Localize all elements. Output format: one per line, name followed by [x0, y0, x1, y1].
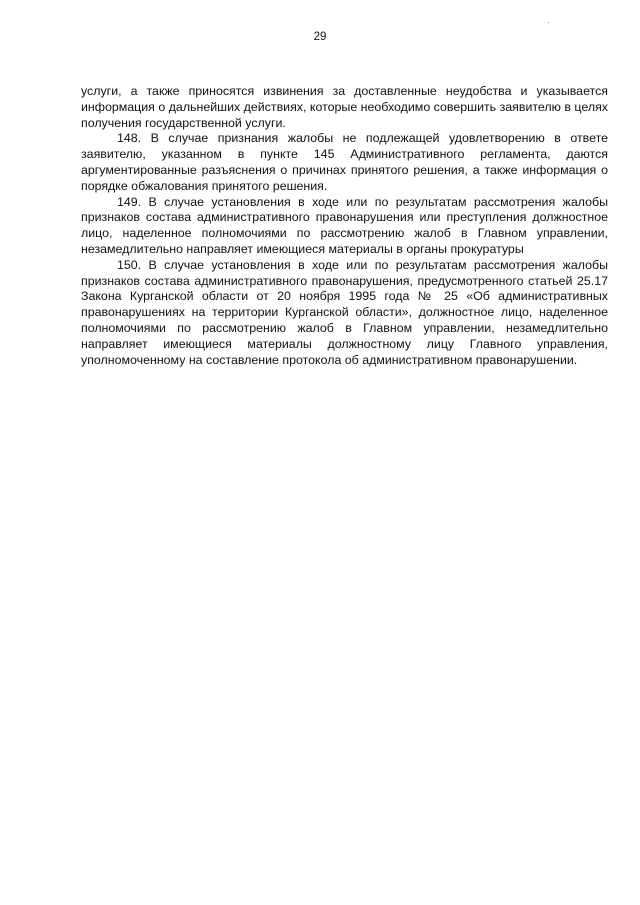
- page-number: 29: [313, 31, 327, 43]
- scan-speck: [548, 22, 549, 23]
- paragraph-continuation: услуги, а также приносятся извинения за доставленные неудобства и указывается информация о дальнейших действиях, которые необходимо совершить заявителю в целях получения государственной услуги.: [81, 84, 608, 130]
- paragraph-148: 148. В случае признания жалобы не подлежащей удовлетворению в ответе заявителю, указанном в пункте 145 Административного регламента, даются аргументированные разъяснения о причинах принятого решения, а также информация о порядке обжалования принятого решения.: [81, 131, 608, 193]
- document-body: [81, 84, 608, 368]
- paragraph-149: 149. В случае установления в ходе или по результатам рассмотрения жалобы признаков состава административного правонарушения или преступления должностное лицо, наделенное полномочиями по рассмотрению жалоб в Главном управлении, незамедлительно направляет имеющиеся материалы в органы прокуратуры: [81, 194, 608, 256]
- paragraph-150: 150. В случае установления в ходе или по результатам рассмотрения жалобы признаков состава административного правонарушения, предусмотренного статьей 25.17 Закона Курганской области от 20 ноября 1995 года № 25 «Об административных правонарушениях на территории Курганской области», должностное лицо, наделенное полномочиями по рассмотрению жалоб в Главном управлении, незамедлительно направляет имеющиеся материалы должностному лицу Главного управления, уполномоченному на составление протокола об административном правонарушении.: [81, 257, 608, 367]
